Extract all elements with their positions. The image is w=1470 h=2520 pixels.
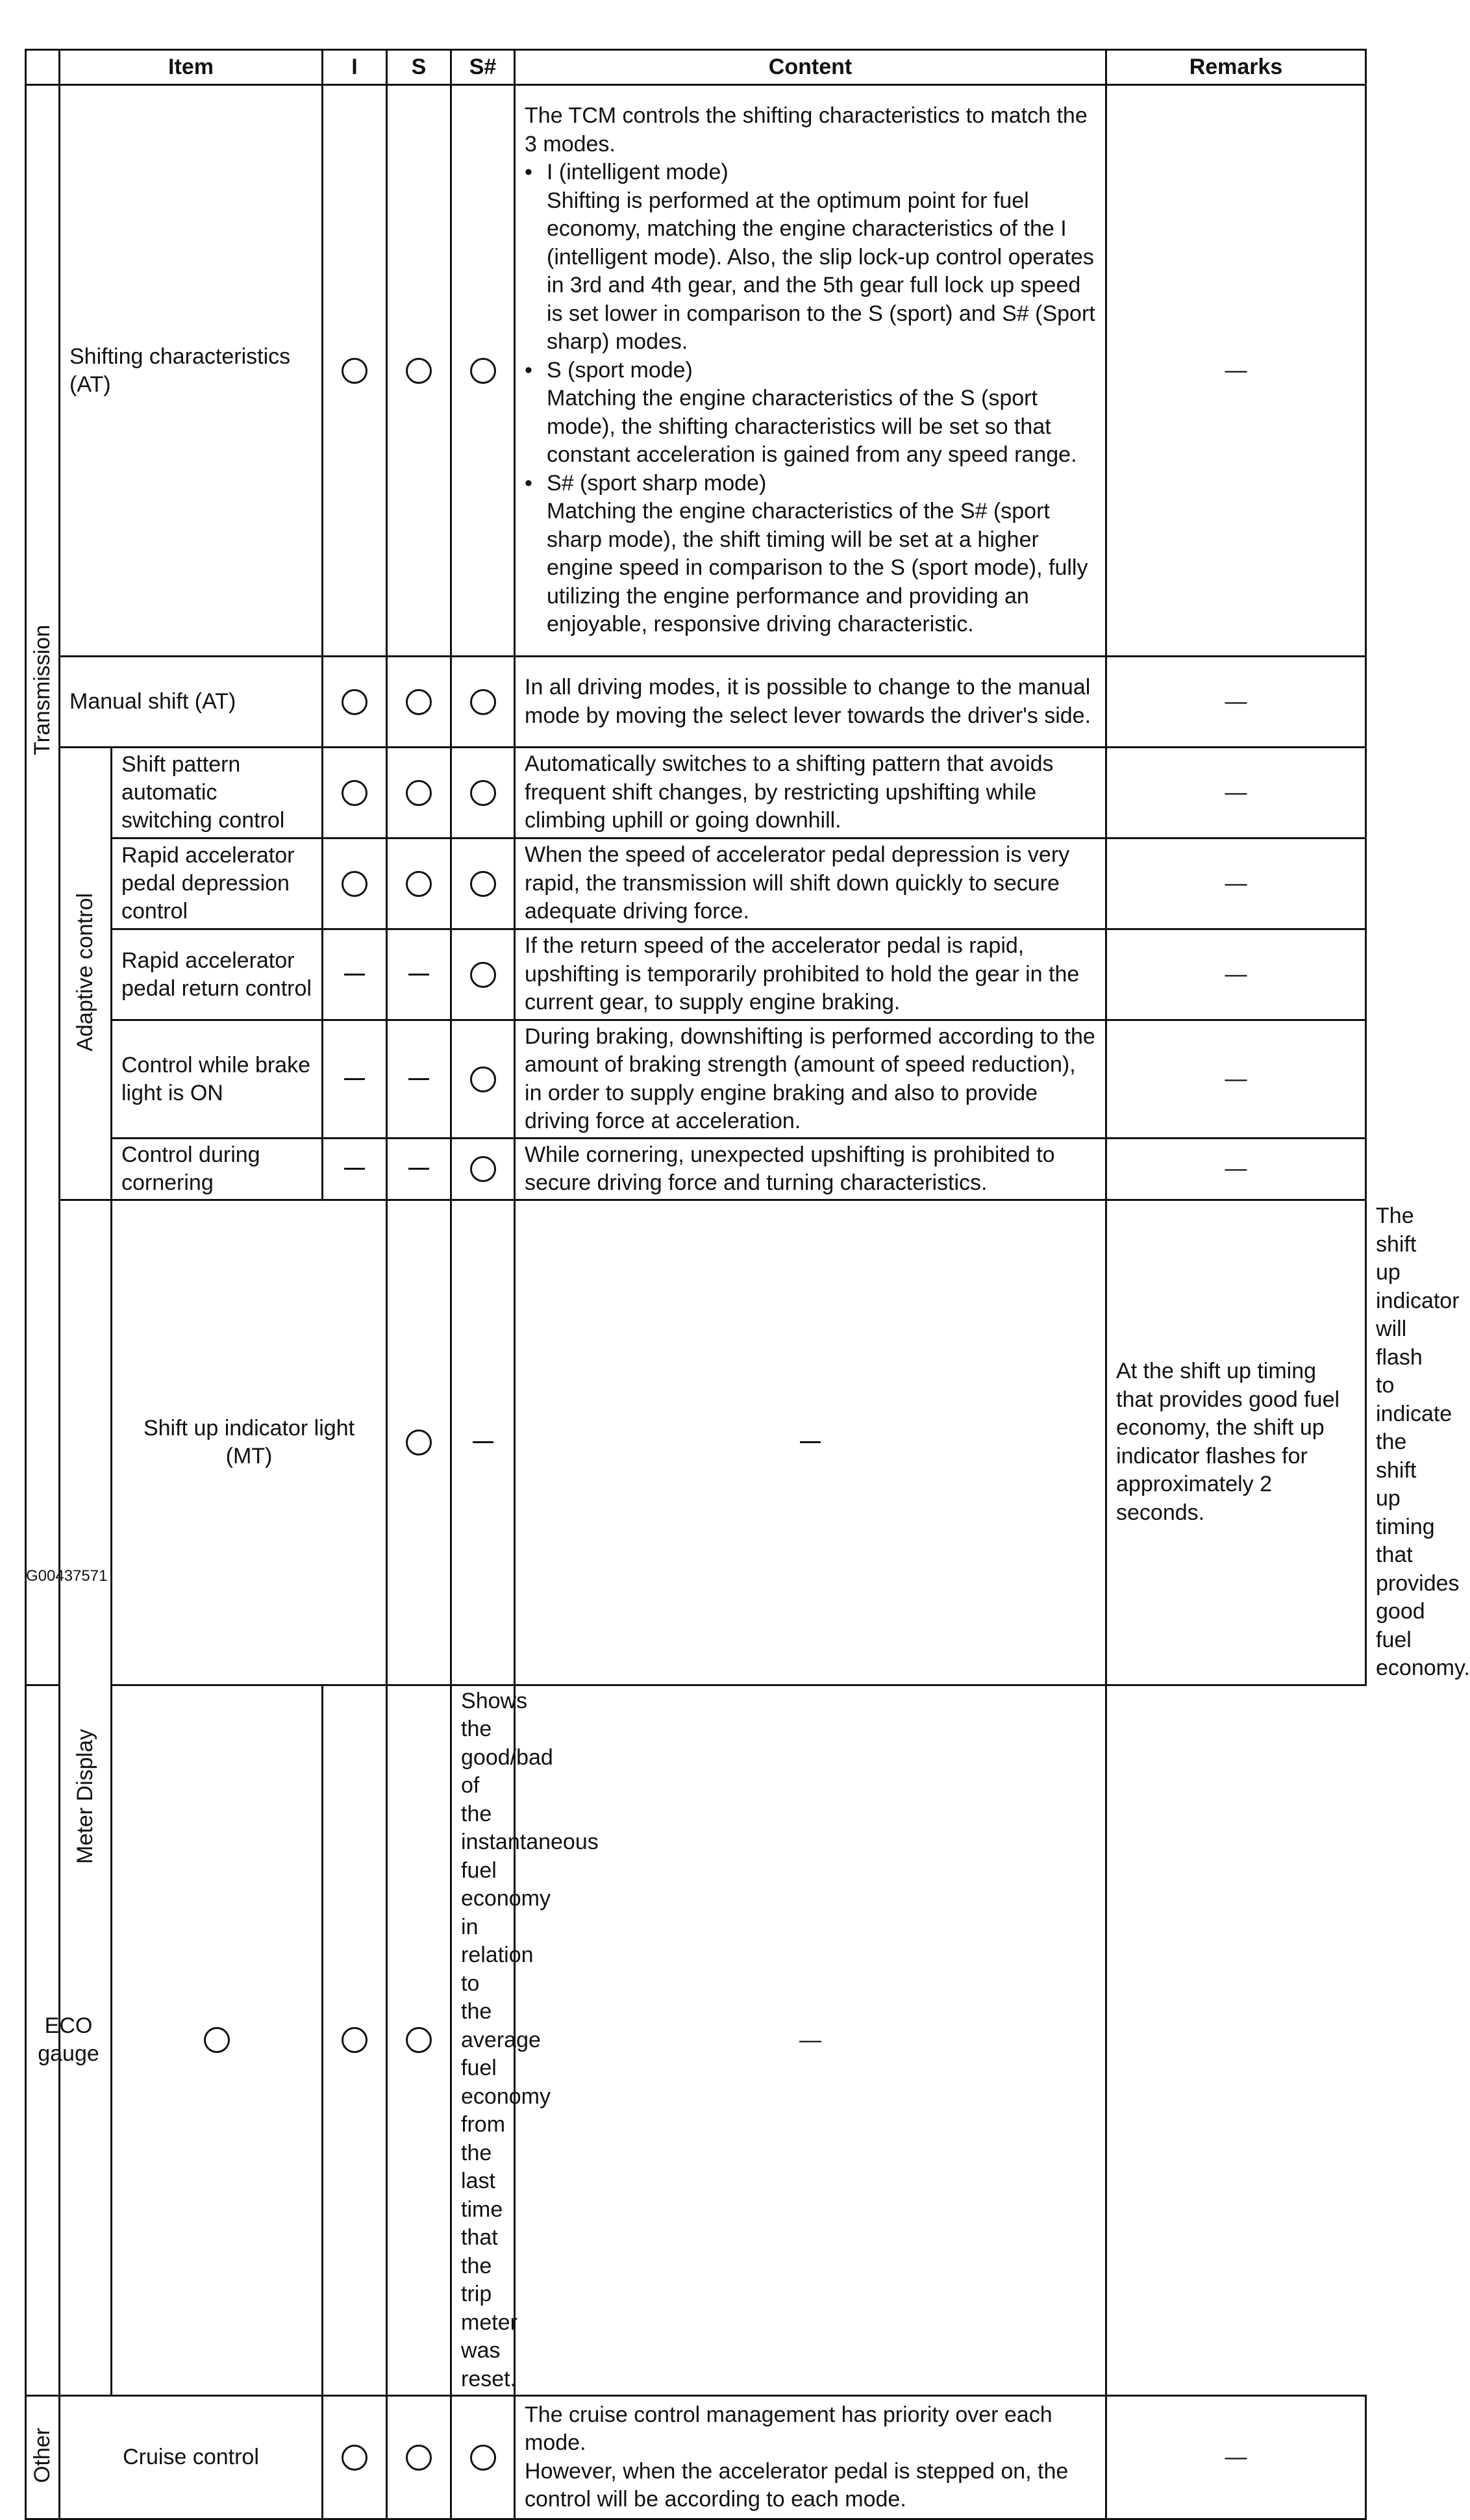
mode-s-sharp-cell <box>451 748 515 838</box>
mode-s-cell <box>387 85 451 657</box>
content-shift-up-indicator: At the shift up timing that provides good fuel economy, the shift up indicator flashes for approximately 2 seconds. <box>1106 1200 1366 1685</box>
group-label-other: Other <box>30 2428 55 2484</box>
group-adaptive-control <box>60 748 112 1200</box>
circle-icon <box>470 871 496 897</box>
content-cornering: While cornering, unexpected upshifting is prohibited to secure driving force and turning characteristics. <box>515 1139 1106 1200</box>
bullet-sport-sharp-mode <box>525 470 1096 639</box>
circle-icon <box>342 2445 368 2471</box>
circle-icon <box>406 689 432 715</box>
table-row-shift-pattern <box>26 748 1366 838</box>
item-brake-light: Control while brake light is ON <box>112 1020 323 1139</box>
bullet-text: Matching the engine characteristics of the S (sport mode), the shifting characteristics will be set so that constant acceleration is gained from any speed range. <box>547 386 1077 468</box>
mode-s-cell <box>387 657 451 748</box>
item-eco-gauge: ECO gauge <box>26 1685 112 2396</box>
group-transmission <box>26 85 60 1685</box>
mode-s-sharp-cell <box>451 838 515 929</box>
circle-icon <box>406 1430 432 1455</box>
mode-i-cell <box>323 2396 387 2519</box>
circle-icon <box>406 2027 432 2053</box>
mode-s-sharp-cell <box>451 2396 515 2519</box>
mode-i-cell <box>323 657 387 748</box>
remarks-brake-light: — <box>1106 1020 1366 1139</box>
mode-s-cell <box>387 1139 451 1200</box>
content-shifting-characteristics <box>515 85 1106 657</box>
mode-s-cell <box>387 1020 451 1139</box>
circle-icon <box>342 780 368 806</box>
circle-icon <box>342 689 368 715</box>
bullet-sport-mode <box>525 357 1096 470</box>
circle-icon <box>470 1156 496 1182</box>
table-row-cornering <box>26 1139 1366 1200</box>
item-label-line1: Shift up indicator light <box>143 1415 355 1441</box>
content-eco-gauge: Shows the good/bad of the instantaneous fuel economy in relation to the average fuel economy from the last time that the trip meter was reset. <box>451 1685 515 2396</box>
circle-icon <box>470 1066 496 1092</box>
item-shift-up-indicator <box>112 1200 387 1685</box>
bullet-icon: • <box>525 357 532 383</box>
remarks-rapid-return: — <box>1106 929 1366 1020</box>
item-shifting-characteristics <box>60 85 323 657</box>
header-content: Content <box>515 50 1106 85</box>
figure-id: G00437571 <box>26 1567 108 1585</box>
mode-s-sharp-cell <box>387 1685 451 2396</box>
item-cruise-control: Cruise control <box>60 2396 323 2519</box>
content-line1: The cruise control management has priority over each mode. <box>525 2402 1053 2455</box>
table-row-manual-shift <box>26 657 1366 748</box>
dash-icon <box>473 1441 493 1443</box>
content-rapid-return: If the return speed of the accelerator pedal is rapid, upshifting is temporarily prohibited to hold the gear in the current gear, to supply engine braking. <box>515 929 1106 1020</box>
table-row-shift-up-indicator: Meter Display Shift up indicator light (MT) At the shift up timing that provides good fuel economy, the shift up indicator flashes for approximately 2 seconds. The shift up indicator will flash to indicate the shift up timing that provides good fuel economy. <box>26 1200 1366 1685</box>
content-intro: The TCM controls the shifting characteristics to match the 3 modes. <box>525 103 1088 157</box>
content-rapid-depression: When the speed of accelerator pedal depression is very rapid, the transmission will shift down quickly to secure adequate driving force. <box>515 838 1106 929</box>
remarks-cornering: — <box>1106 1139 1366 1200</box>
table-row-rapid-depression <box>26 838 1366 929</box>
mode-s-cell <box>387 2396 451 2519</box>
header-blank <box>26 50 60 85</box>
dash-icon <box>344 1168 365 1170</box>
item-cornering: Control during cornering <box>112 1139 323 1200</box>
content-cruise-control <box>515 2396 1106 2519</box>
circle-icon <box>406 871 432 897</box>
circle-icon <box>342 358 368 384</box>
content-manual-shift: In all driving modes, it is possible to change to the manual mode by moving the select lever towards the driver's side. <box>515 657 1106 748</box>
group-other <box>26 2396 60 2519</box>
bullet-text: Matching the engine characteristics of the S# (sport sharp mode), the shift timing will be set at a higher engine speed in comparison to the S (sport mode), fully utilizing the engine performance and providing an enjoyable, responsive driving characteristic. <box>547 499 1088 637</box>
mode-i-cell <box>323 1020 387 1139</box>
mode-s-sharp-cell <box>451 929 515 1020</box>
circle-icon <box>470 2445 496 2471</box>
dash-icon <box>344 974 365 976</box>
header-remarks: Remarks <box>1106 50 1366 85</box>
mode-s-sharp-cell <box>451 85 515 657</box>
group-label-transmission: Transmission <box>29 625 55 755</box>
mode-i-cell <box>323 929 387 1020</box>
remarks-rapid-depression: — <box>1106 838 1366 929</box>
table-row-brake-light <box>26 1020 1366 1139</box>
remarks-manual-shift: — <box>1106 657 1366 748</box>
table-row-shifting-characteristics <box>26 85 1366 657</box>
circle-icon <box>342 871 368 897</box>
circle-icon <box>470 689 496 715</box>
mode-i-cell <box>112 1685 323 2396</box>
mode-s-sharp-cell <box>451 1139 515 1200</box>
dash-icon <box>800 1441 821 1443</box>
mode-i-cell <box>323 85 387 657</box>
remarks-cruise-control: — <box>1106 2396 1366 2519</box>
circle-icon <box>470 358 496 384</box>
circle-icon <box>406 780 432 806</box>
circle-icon <box>406 358 432 384</box>
mode-s-sharp-cell <box>451 657 515 748</box>
bullet-title: I (intelligent mode) <box>547 160 729 185</box>
mode-s-cell <box>387 748 451 838</box>
bullet-text: Shifting is performed at the optimum point for fuel economy, matching the engine characteristics of the I (intelligent mode). Also, the slip lock-up control operates in 3rd and 4th gear, and the 5th gear full lock up speed is set lower in comparison to the S (sport) and S# (Sport sharp) modes. <box>547 188 1095 355</box>
item-label-line1: Shifting characteristics <box>69 344 291 369</box>
mode-specification-table <box>25 49 1470 2520</box>
bullet-title: S (sport mode) <box>547 357 693 383</box>
bullet-intelligent-mode <box>525 158 1096 357</box>
item-rapid-depression: Rapid accelerator pedal depression control <box>112 838 323 929</box>
circle-icon <box>406 2445 432 2471</box>
mode-s-cell <box>323 1685 387 2396</box>
item-label-line2: (AT) <box>69 372 111 397</box>
remarks-shifting-characteristics: — <box>1106 85 1366 657</box>
dash-icon <box>408 974 429 976</box>
circle-icon <box>204 2027 230 2053</box>
dash-icon <box>408 1168 429 1170</box>
item-shift-pattern: Shift pattern automatic switching control <box>112 748 323 838</box>
mode-s-cell <box>387 929 451 1020</box>
group-label-meter-display: Meter Display <box>73 1728 97 1864</box>
mode-i-cell <box>323 1139 387 1200</box>
circle-icon <box>470 780 496 806</box>
dash-icon <box>408 1078 429 1080</box>
group-meter-display <box>60 1200 112 2396</box>
mode-s-cell <box>451 1200 515 1685</box>
item-rapid-return: Rapid accelerator pedal return control <box>112 929 323 1020</box>
table-row-rapid-return <box>26 929 1366 1020</box>
mode-s-sharp-cell <box>515 1200 1106 1685</box>
mode-i-cell <box>387 1200 451 1685</box>
remarks-eco-gauge: — <box>515 1685 1106 2396</box>
dash-icon <box>344 1078 365 1080</box>
item-manual-shift: Manual shift (AT) <box>60 657 323 748</box>
bullet-icon: • <box>525 160 532 185</box>
header-s: S <box>387 50 451 85</box>
bullet-title: S# (sport sharp mode) <box>547 470 767 496</box>
mode-i-cell <box>323 748 387 838</box>
content-shift-pattern: Automatically switches to a shifting pattern that avoids frequent shift changes, by restricting upshifting while climbing uphill or going downhill. <box>515 748 1106 838</box>
content-line2: However, when the accelerator pedal is stepped on, the control will be according to each mode. <box>525 2458 1069 2512</box>
mode-i-cell <box>323 838 387 929</box>
content-brake-light: During braking, downshifting is performed according to the amount of braking strength (amount of speed reduction), in order to supply engine braking and also to provide driving force at acceleration. <box>515 1020 1106 1139</box>
circle-icon <box>470 962 496 988</box>
bullet-icon: • <box>525 470 532 496</box>
mode-s-cell <box>387 838 451 929</box>
table-row-cruise-control <box>26 2396 1366 2519</box>
group-label-adaptive-control: Adaptive control <box>73 892 97 1052</box>
table-row-eco-gauge <box>26 1685 1366 2396</box>
header-item: Item <box>60 50 323 85</box>
remarks-shift-pattern: — <box>1106 748 1366 838</box>
header-i: I <box>323 50 387 85</box>
header-s-sharp: S# <box>451 50 515 85</box>
header-row <box>26 50 1366 85</box>
mode-s-sharp-cell <box>451 1020 515 1139</box>
circle-icon <box>342 2027 368 2053</box>
item-label-line2: (MT) <box>225 1443 273 1468</box>
